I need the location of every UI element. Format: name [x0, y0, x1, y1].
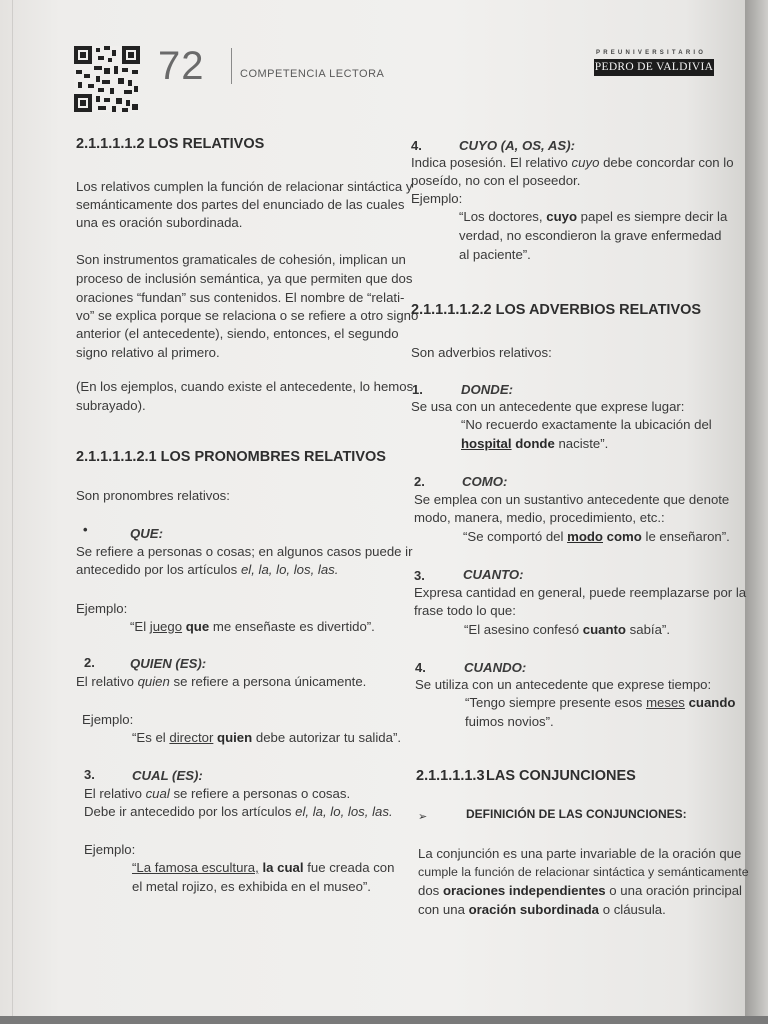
- item-title: DONDE:: [461, 382, 514, 397]
- item-text: Indica posesión. El relativo cuyo debe concordar con lo: [411, 155, 734, 170]
- item-text: Se emplea con un sustantivo antecedente que denote: [414, 492, 730, 507]
- item-text: Se refiere a personas o cosas; en algunos casos puede ir: [76, 544, 413, 559]
- paragraph-line: una es oración subordinada.: [76, 215, 243, 230]
- paragraph-line: cumple la función de relacionar sintáctica y semánticamente: [418, 865, 749, 879]
- item-text: frase todo lo que:: [414, 603, 516, 618]
- item-number: 2.: [414, 474, 425, 489]
- example-text: “La famosa escultura, la cual fue creada con: [132, 860, 395, 875]
- paragraph-line: Los relativos cumplen la función de relacionar sintáctica y: [76, 179, 413, 194]
- item-title: QUE:: [130, 526, 163, 541]
- paragraph-line: semánticamente dos partes del enunciado de las cuales: [76, 197, 405, 212]
- example-text: “No recuerdo exactamente la ubicación del: [461, 417, 712, 432]
- example-text: hospital donde naciste”.: [461, 436, 609, 451]
- item-number: 2.: [84, 655, 95, 670]
- heading-adverbios-relativos: 2.1.1.1.1.2.2 LOS ADVERBIOS RELATIVOS: [411, 302, 702, 318]
- example-text: “Es el director quien debe autorizar tu salida”.: [132, 730, 402, 745]
- example-text: “Los doctores, cuyo papel es siempre decir la: [459, 209, 728, 224]
- item-number: 4.: [411, 138, 422, 153]
- brand-logo: PEDRO DE VALDIVIA: [594, 59, 714, 76]
- paragraph-line: anterior (el antecedente), siendo, entonces, el segundo: [76, 326, 399, 341]
- paragraph-line: Son instrumentos gramaticales de cohesión, implican un: [76, 252, 406, 267]
- example-label: Ejemplo:: [411, 191, 463, 206]
- item-number: 3.: [84, 767, 95, 782]
- section-title: COMPETENCIA LECTORA: [240, 68, 385, 80]
- paragraph-line: subrayado).: [76, 398, 146, 413]
- item-title: QUIEN (ES):: [130, 656, 207, 671]
- item-title: COMO:: [462, 474, 508, 489]
- example-label: Ejemplo:: [76, 601, 128, 616]
- item-title: CUAL (ES):: [132, 768, 203, 783]
- heading-pronombres-relativos: 2.1.1.1.1.2.1 LOS PRONOMBRES RELATIVOS: [76, 449, 386, 465]
- item-text: poseído, no con el poseedor.: [411, 173, 581, 188]
- subheading-definicion: DEFINICIÓN DE LAS CONJUNCIONES:: [466, 807, 687, 821]
- brand-subtitle: PREUNIVERSITARIO: [596, 50, 707, 56]
- header-divider: [231, 48, 232, 84]
- item-title: CUANTO:: [463, 567, 524, 582]
- paragraph-line: proceso de inclusión semántica, ya que permiten que dos: [76, 271, 413, 286]
- item-number: 3.: [414, 568, 425, 583]
- item-text: Se utiliza con un antecedente que exprese tiempo:: [415, 677, 712, 692]
- example-text: verdad, no escondieron la grave enfermedad: [459, 228, 722, 243]
- heading-conjunciones: LAS CONJUNCIONES: [486, 768, 636, 784]
- item-number: 4.: [415, 660, 426, 675]
- item-text: Debe ir antecedido por los artículos el, la, lo, los, las.: [84, 804, 393, 819]
- item-text: Expresa cantidad en general, puede reemplazarse por la: [414, 585, 747, 600]
- paragraph-line: (En los ejemplos, cuando existe el antecedente, lo hemos: [76, 379, 414, 394]
- item-text: antecedido por los artículos el, la, lo, los, las.: [76, 562, 339, 577]
- intro-text: Son pronombres relativos:: [76, 488, 230, 503]
- example-text: “El juego que me enseñaste es divertido”.: [130, 619, 375, 634]
- item-title: CUANDO:: [464, 660, 527, 675]
- example-text: al paciente”.: [459, 247, 531, 262]
- item-number: 1.: [412, 382, 423, 397]
- paragraph-line: oraciones “fundan” sus contenidos. El nombre de “relati-: [76, 290, 405, 305]
- item-text: El relativo cual se refiere a personas o cosas.: [84, 786, 351, 801]
- paragraph-line: vo” se explica porque se relaciona o se refiere a otro signo: [76, 308, 419, 323]
- example-text: “Tengo siempre presente esos meses cuando: [465, 695, 736, 710]
- example-label: Ejemplo:: [82, 712, 134, 727]
- scan-bottom-edge: [0, 1016, 768, 1024]
- item-title: CUYO (A, OS, AS):: [459, 138, 576, 153]
- heading-conjunciones-number: 2.1.1.1.1.3: [416, 768, 485, 784]
- example-text: el metal rojizo, es exhibida en el museo”.: [132, 879, 371, 894]
- item-text: modo, manera, medio, procedimiento, etc.:: [414, 510, 665, 525]
- bullet-icon: •: [83, 522, 88, 537]
- intro-text: Son adverbios relativos:: [411, 345, 552, 360]
- qr-code-icon: [74, 46, 140, 112]
- binding-line: [12, 0, 13, 1024]
- page-number: 72: [158, 44, 205, 88]
- item-text: El relativo quien se refiere a persona únicamente.: [76, 674, 367, 689]
- heading-los-relativos: 2.1.1.1.1.2 LOS RELATIVOS: [76, 136, 265, 152]
- example-text: fuimos novios”.: [465, 714, 554, 729]
- example-label: Ejemplo:: [84, 842, 136, 857]
- paragraph-line: signo relativo al primero.: [76, 345, 220, 360]
- item-text: Se usa con un antecedente que exprese lugar:: [411, 399, 685, 414]
- example-text: “El asesino confesó cuanto sabía”.: [464, 622, 670, 637]
- arrow-bullet-icon: ➢: [418, 811, 428, 823]
- paragraph-line: La conjunción es una parte invariable de la oración que: [418, 846, 742, 861]
- paragraph-line: dos oraciones independientes o una oración principal: [418, 883, 742, 898]
- paragraph-line: con una oración subordinada o cláusula.: [418, 902, 666, 917]
- example-text: “Se comportó del modo como le enseñaron”.: [463, 529, 730, 544]
